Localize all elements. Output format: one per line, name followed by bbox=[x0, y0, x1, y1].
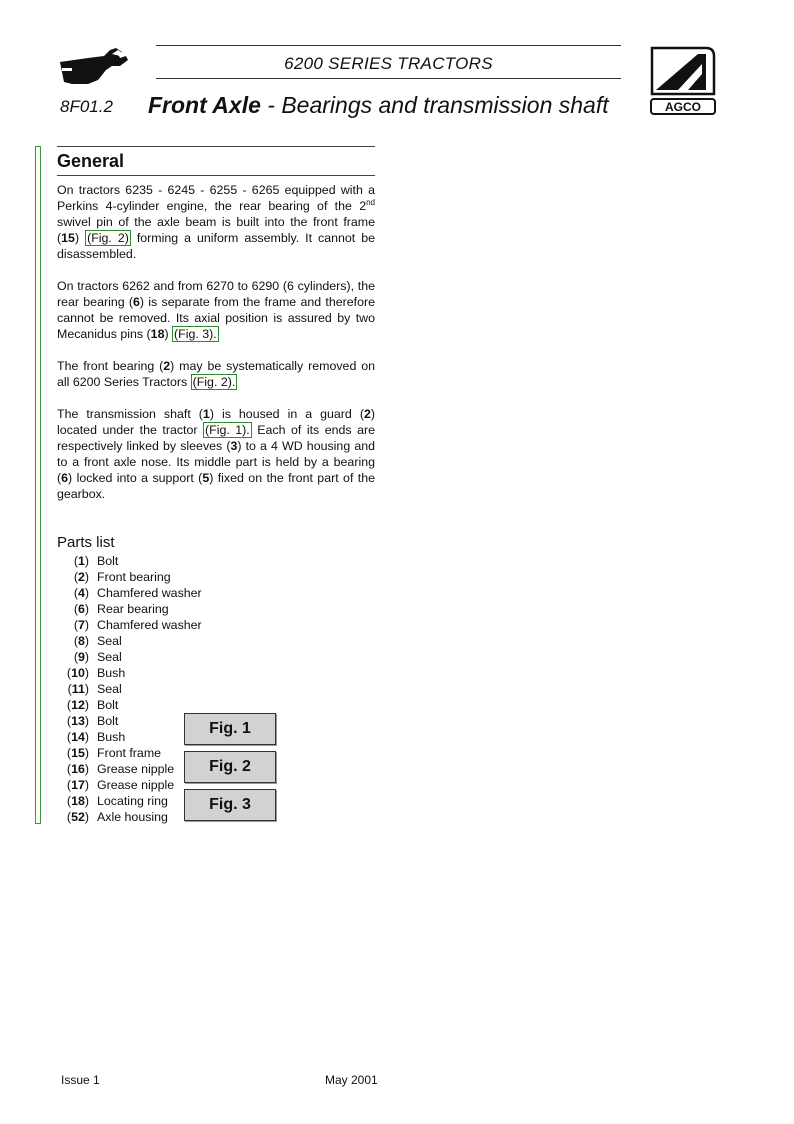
parts-list-item bbox=[57, 729, 202, 745]
part-number: (11) bbox=[67, 682, 89, 696]
heading-rule-top bbox=[57, 146, 375, 147]
paragraph-3: The front bearing (2) may be systematically removed on all 6200 Series Tractors (Fig. 2). bbox=[57, 359, 376, 390]
paragraph-2: On tractors 6262 and from 6270 to 6290 (6 cylinders), the rear bearing (6) is separate from the frame and therefore cannot be removed. Its axial position is assured by two Mecanidus pins (18) (Fig. 3). bbox=[57, 279, 375, 342]
part-number: (4) bbox=[73, 586, 89, 600]
parts-list-item bbox=[57, 713, 202, 729]
parts-list-item bbox=[57, 665, 202, 681]
parts-list-item bbox=[57, 697, 202, 713]
part-number: (6) bbox=[73, 602, 89, 616]
agco-logo bbox=[648, 46, 717, 116]
part-number: (16) bbox=[66, 762, 89, 776]
parts-list-item bbox=[57, 633, 202, 649]
footer-date: May 2001 bbox=[325, 1073, 378, 1087]
parts-list-item bbox=[57, 553, 202, 569]
parts-list-item bbox=[57, 761, 202, 777]
paragraph-1: On tractors 6235 - 6245 - 6255 - 6265 equipped with a Perkins 4-cylinder engine, the rear bearing of the 2nd swivel pin of the axle beam is built into the front frame (15) (Fig. 2) forming a uniform assembly. It cannot be disassembled. bbox=[57, 183, 375, 262]
part-label: Seal bbox=[97, 634, 122, 648]
part-number: (1) bbox=[73, 554, 89, 568]
section-title bbox=[148, 92, 609, 119]
parts-list-item bbox=[57, 585, 202, 601]
parts-list-item bbox=[57, 793, 202, 809]
part-label: Rear bearing bbox=[97, 602, 169, 616]
part-number: (13) bbox=[66, 714, 89, 728]
paragraph-4: The transmission shaft (1) is housed in a guard (2) located under the tractor (Fig. 1). Each of its ends are respectively linked by sleeves (3) to a 4 WD housing and to a front axle nose. Its middle part is held by a bearing (6) locked into a support (5) fixed on the front part of the gearbox. bbox=[57, 407, 376, 502]
part-label: Front bearing bbox=[97, 570, 171, 584]
part-label: Locating ring bbox=[97, 794, 168, 808]
part-label: Axle housing bbox=[97, 810, 168, 824]
parts-list-item bbox=[57, 745, 202, 761]
fig-2-link[interactable]: (Fig. 2). bbox=[192, 375, 236, 390]
agco-logo-text: AGCO bbox=[665, 100, 701, 114]
parts-list-heading: Parts list bbox=[57, 534, 115, 551]
part-number: (17) bbox=[66, 778, 89, 792]
part-number: (7) bbox=[73, 618, 89, 632]
part-label: Seal bbox=[97, 650, 122, 664]
fig-3-link[interactable]: (Fig. 3). bbox=[174, 327, 217, 342]
part-label: Bolt bbox=[97, 714, 119, 728]
part-number: (2) bbox=[73, 570, 89, 584]
fig-2-link[interactable]: (Fig. 2) bbox=[87, 231, 129, 246]
part-label: Seal bbox=[97, 682, 122, 696]
footer-issue: Issue 1 bbox=[61, 1073, 100, 1087]
parts-list-item bbox=[57, 649, 202, 665]
part-label: Chamfered washer bbox=[97, 618, 202, 632]
part-label: Bolt bbox=[97, 698, 119, 712]
part-label: Bush bbox=[97, 730, 126, 744]
fig-3-button[interactable]: Fig. 3 bbox=[184, 789, 276, 821]
section-title-rest: - Bearings and transmission shaft bbox=[260, 92, 609, 118]
section-title-bold: Front Axle bbox=[148, 92, 261, 118]
parts-list-item bbox=[57, 809, 202, 825]
part-label: Bush bbox=[97, 666, 126, 680]
parts-list-item bbox=[57, 617, 202, 633]
header-rule-bottom bbox=[156, 78, 621, 79]
part-number: (12) bbox=[66, 698, 89, 712]
part-label: Front frame bbox=[97, 746, 162, 760]
series-title: 6200 SERIES TRACTORS bbox=[284, 54, 493, 73]
fig-1-button[interactable]: Fig. 1 bbox=[184, 713, 276, 745]
part-label: Grease nipple bbox=[97, 762, 175, 776]
parts-list-item bbox=[57, 601, 202, 617]
part-number: (15) bbox=[66, 746, 89, 760]
parts-list-item bbox=[57, 777, 202, 793]
part-number: (10) bbox=[66, 666, 89, 680]
parts-list-item bbox=[57, 569, 202, 585]
fig-2-button[interactable]: Fig. 2 bbox=[184, 751, 276, 783]
heading-rule-bottom bbox=[57, 175, 375, 176]
parts-list-item bbox=[57, 681, 202, 697]
part-label: Chamfered washer bbox=[97, 586, 202, 600]
general-heading: General bbox=[57, 151, 125, 171]
parts-list bbox=[57, 553, 202, 825]
part-number: (9) bbox=[73, 650, 89, 664]
margin-change-bar bbox=[35, 146, 41, 824]
wrench-hand-icon bbox=[58, 46, 130, 90]
part-number: (52) bbox=[66, 810, 89, 824]
part-number: (14) bbox=[66, 730, 89, 744]
part-number: (8) bbox=[73, 634, 89, 648]
part-label: Bolt bbox=[97, 554, 119, 568]
document-code: 8F01.2 bbox=[60, 97, 113, 116]
fig-1-link[interactable]: (Fig. 1). bbox=[205, 423, 250, 438]
header-rule-top bbox=[156, 45, 621, 46]
part-label: Grease nipple bbox=[97, 778, 175, 792]
part-number: (18) bbox=[66, 794, 89, 808]
